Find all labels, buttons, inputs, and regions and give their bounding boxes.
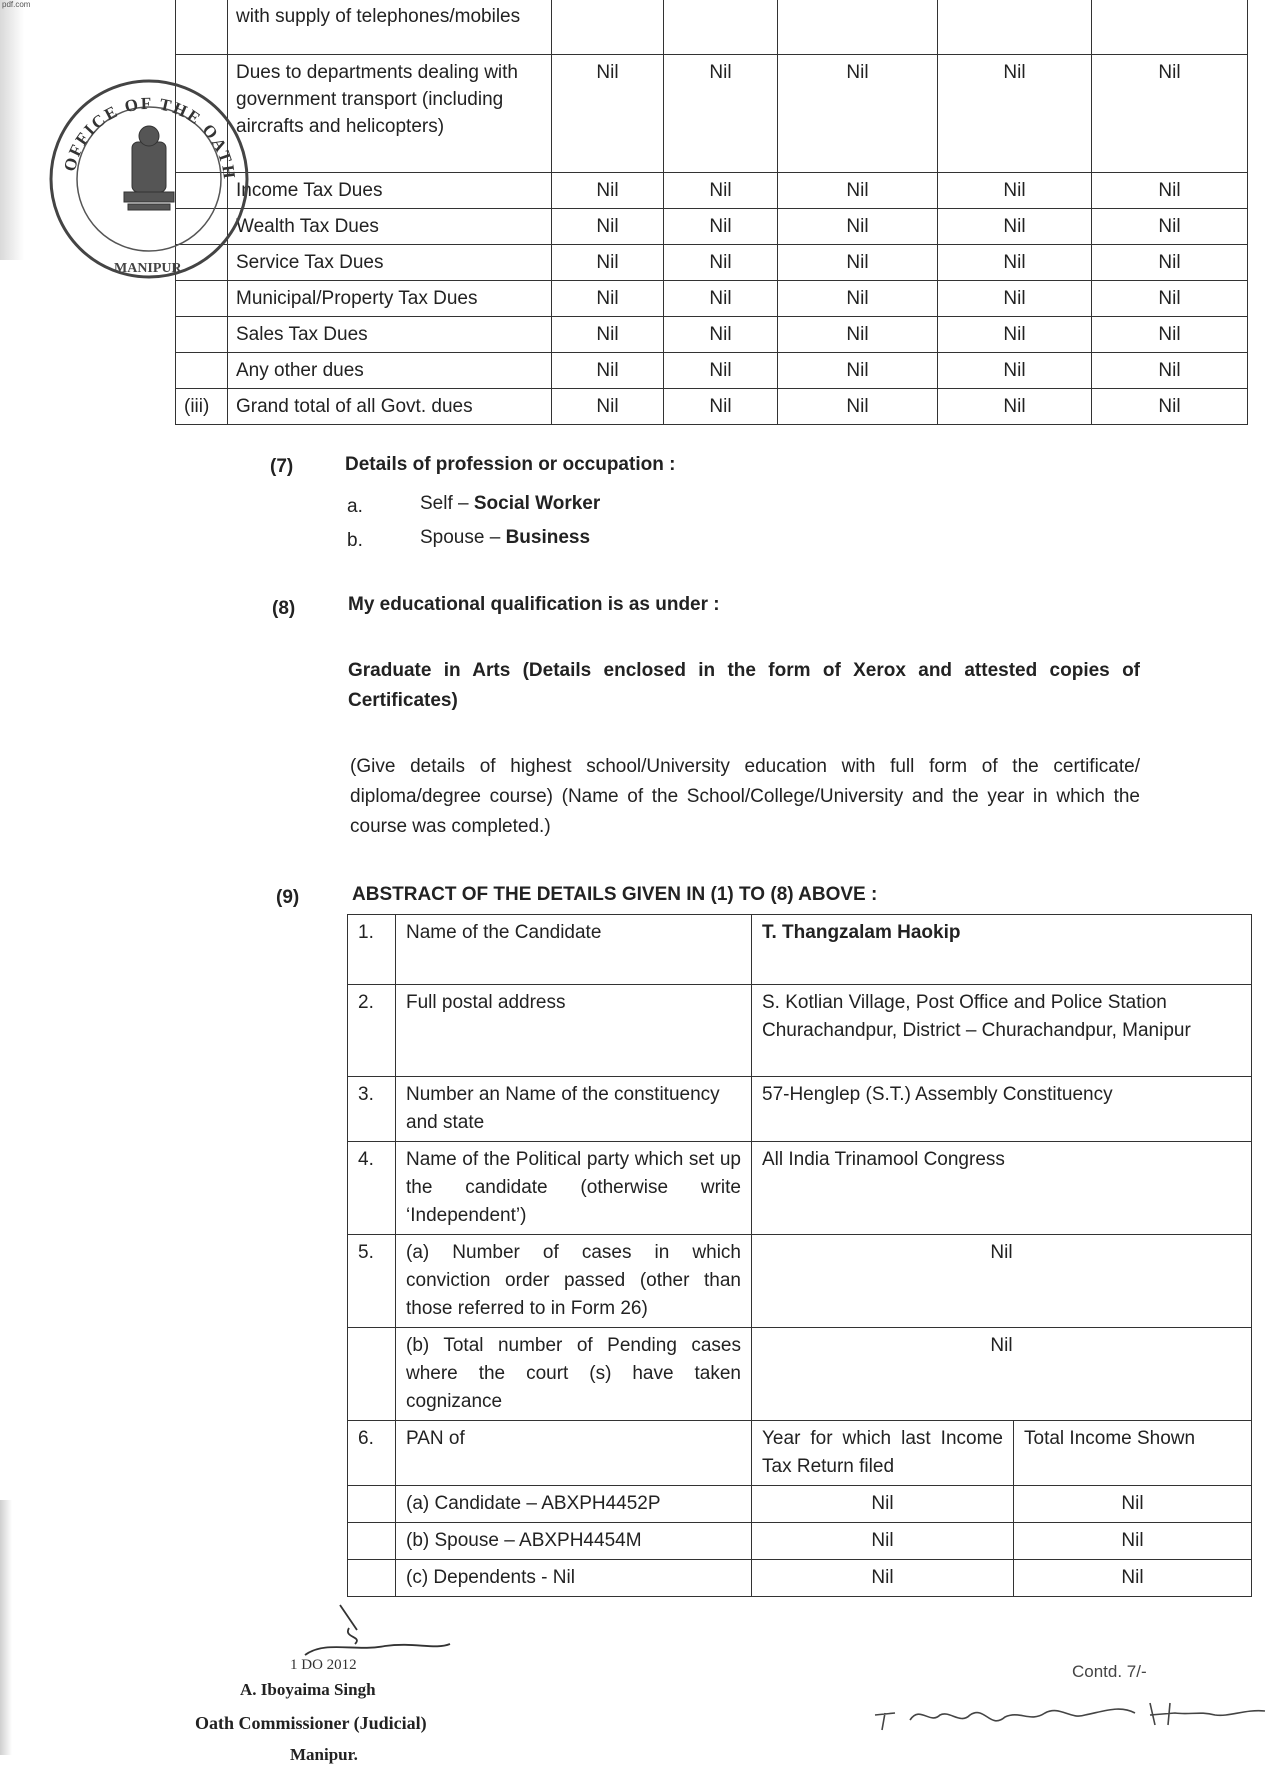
pan-year: Nil	[752, 1486, 1014, 1523]
row-number: 1.	[348, 915, 396, 985]
due-label: Grand total of all Govt. dues	[228, 389, 552, 425]
pan-label: (b) Spouse – ABXPH4454M	[396, 1523, 752, 1560]
due-value: Nil	[1092, 353, 1248, 389]
abstract-table	[347, 914, 1252, 1597]
due-value	[552, 0, 664, 55]
row-number	[348, 1486, 396, 1523]
svg-text:MANIPUR: MANIPUR	[114, 261, 182, 276]
scan-shadow	[0, 0, 24, 260]
due-value: Nil	[938, 281, 1092, 317]
due-value: Nil	[938, 353, 1092, 389]
due-value: Nil	[664, 389, 778, 425]
table-row	[348, 1077, 1252, 1142]
due-label: Any other dues	[228, 353, 552, 389]
due-label: Income Tax Dues	[228, 173, 552, 209]
pan-label: (a) Candidate – ABXPH4452P	[396, 1486, 752, 1523]
table-row	[348, 1142, 1252, 1235]
due-value	[938, 0, 1092, 55]
list-marker: a.	[347, 496, 363, 517]
govt-dues-table	[175, 0, 1248, 425]
table-row	[176, 389, 1248, 425]
due-value	[664, 0, 778, 55]
row-number: 2.	[348, 985, 396, 1077]
table-row	[176, 209, 1248, 245]
row-number	[348, 1523, 396, 1560]
column-header: Total Income Shown	[1014, 1421, 1252, 1486]
table-row	[348, 985, 1252, 1077]
section-heading: My educational qualification is as under :	[348, 594, 720, 615]
pan-income: Nil	[1014, 1486, 1252, 1523]
scan-shadow	[0, 1500, 12, 1755]
attester-title: Oath Commissioner (Judicial)	[195, 1713, 427, 1733]
table-row	[348, 1560, 1252, 1597]
due-value: Nil	[778, 245, 938, 281]
field-label: Full postal address	[396, 985, 752, 1077]
due-label: Dues to departments dealing with government transport (including aircrafts and helicopters)	[228, 55, 552, 173]
occupation-spouse	[420, 527, 590, 549]
row-number: 3.	[348, 1077, 396, 1142]
table-row	[176, 245, 1248, 281]
due-value: Nil	[552, 353, 664, 389]
section-number: (8)	[272, 598, 296, 619]
table-row	[176, 0, 1248, 55]
field-label: Name of the Candidate	[396, 915, 752, 985]
due-value: Nil	[938, 55, 1092, 173]
section-number: (9)	[276, 887, 300, 908]
pan-income: Nil	[1014, 1523, 1252, 1560]
continued-note: Contd. 7/-	[1072, 1662, 1147, 1681]
due-label: Wealth Tax Dues	[228, 209, 552, 245]
table-row	[176, 173, 1248, 209]
column-header: Year for which last Income Tax Return filed	[752, 1421, 1014, 1486]
pan-income: Nil	[1014, 1560, 1252, 1597]
table-row	[176, 353, 1248, 389]
field-label: (b) Total number of Pending cases where the court (s) have taken cognizance	[396, 1328, 752, 1421]
occupation-label: Spouse –	[420, 527, 506, 548]
due-label: Municipal/Property Tax Dues	[228, 281, 552, 317]
field-label: Name of the Political party which set up the candidate (otherwise write ‘Independent’)	[396, 1142, 752, 1235]
due-value: Nil	[1092, 55, 1248, 173]
svg-text:OFFICE OF THE OATH: OFFICE OF THE OATH	[60, 93, 240, 182]
field-value: S. Kotlian Village, Post Office and Police Station Churachandpur, District – Churachandpur, Manipur	[752, 985, 1252, 1077]
due-value	[1092, 0, 1248, 55]
corner-mark: pdf.com	[2, 0, 31, 9]
due-label: Sales Tax Dues	[228, 317, 552, 353]
due-value: Nil	[552, 209, 664, 245]
due-value: Nil	[664, 55, 778, 173]
field-value: 57-Henglep (S.T.) Assembly Constituency	[752, 1077, 1252, 1142]
due-value: Nil	[778, 55, 938, 173]
initial-date: 1 DO 2012	[290, 1657, 357, 1673]
section-heading: ABSTRACT OF THE DETAILS GIVEN IN (1) TO (8) ABOVE :	[352, 884, 878, 905]
row-number: 5.	[348, 1235, 396, 1328]
table-row	[348, 1421, 1252, 1486]
row-index	[176, 353, 228, 389]
list-marker: b.	[347, 530, 363, 551]
table-row	[348, 1523, 1252, 1560]
due-value: Nil	[664, 281, 778, 317]
field-label: (a) Number of cases in which conviction order passed (other than those referred to in Form 26)	[396, 1235, 752, 1328]
due-value: Nil	[938, 173, 1092, 209]
due-value: Nil	[938, 317, 1092, 353]
field-label: PAN of	[396, 1421, 752, 1486]
due-label: Service Tax Dues	[228, 245, 552, 281]
row-index	[176, 281, 228, 317]
due-value: Nil	[1092, 389, 1248, 425]
due-value: Nil	[664, 245, 778, 281]
pan-year: Nil	[752, 1523, 1014, 1560]
qualification-text: Graduate in Arts (Details enclosed in the form of Xerox and attested copies of Certificates)	[348, 660, 1140, 711]
due-value: Nil	[778, 353, 938, 389]
row-number	[348, 1328, 396, 1421]
row-index	[176, 0, 228, 55]
table-row	[348, 915, 1252, 985]
attester-place: Manipur.	[290, 1745, 358, 1764]
due-value: Nil	[664, 353, 778, 389]
row-index	[176, 317, 228, 353]
row-number: 4.	[348, 1142, 396, 1235]
occupation-value: Social Worker	[473, 493, 601, 514]
table-row	[176, 317, 1248, 353]
oath-commissioner-seal	[44, 74, 254, 284]
field-label: Number an Name of the constituency and state	[396, 1077, 752, 1142]
due-value: Nil	[938, 209, 1092, 245]
row-index: (iii)	[176, 389, 228, 425]
pan-label: (c) Dependents - Nil	[396, 1560, 752, 1597]
table-row	[348, 1328, 1252, 1421]
due-value: Nil	[1092, 245, 1248, 281]
qualification-note: (Give details of highest school/University education with full form of the certificate/ diploma/degree course) (Name of the School/College/University and the year in which the course was completed.)	[350, 756, 1140, 837]
due-value: Nil	[1092, 209, 1248, 245]
occupation-label: Self –	[420, 493, 474, 514]
field-value: All India Trinamool Congress	[752, 1142, 1252, 1235]
field-value: Nil	[752, 1235, 1252, 1328]
due-value: Nil	[552, 55, 664, 173]
due-value: Nil	[778, 281, 938, 317]
due-value: Nil	[552, 281, 664, 317]
occupation-self	[420, 493, 600, 515]
due-value: Nil	[778, 209, 938, 245]
due-value: Nil	[778, 317, 938, 353]
occupation-value: Business	[505, 527, 591, 548]
section-heading: Details of profession or occupation :	[345, 454, 676, 475]
attester-signature	[245, 1600, 475, 1660]
table-row	[348, 1235, 1252, 1328]
due-value: Nil	[938, 389, 1092, 425]
due-value: Nil	[778, 173, 938, 209]
due-value: Nil	[552, 173, 664, 209]
row-number	[348, 1560, 396, 1597]
table-row	[176, 281, 1248, 317]
due-value: Nil	[552, 389, 664, 425]
due-value	[778, 0, 938, 55]
pan-year: Nil	[752, 1560, 1014, 1597]
table-row	[176, 55, 1248, 173]
due-value: Nil	[552, 317, 664, 353]
due-value: Nil	[552, 245, 664, 281]
due-value: Nil	[664, 209, 778, 245]
due-value: Nil	[778, 389, 938, 425]
due-value: Nil	[938, 245, 1092, 281]
due-value: Nil	[664, 317, 778, 353]
field-value: Nil	[752, 1328, 1252, 1421]
attester-name: A. Iboyaima Singh	[240, 1680, 376, 1699]
due-label: with supply of telephones/mobiles	[228, 0, 552, 55]
field-value: T. Thangzalam Haokip	[752, 915, 1252, 985]
section-number: (7)	[270, 456, 294, 477]
row-number: 6.	[348, 1421, 396, 1486]
due-value: Nil	[1092, 317, 1248, 353]
due-value: Nil	[1092, 173, 1248, 209]
candidate-signature	[870, 1685, 1270, 1735]
table-row	[348, 1486, 1252, 1523]
due-value: Nil	[664, 173, 778, 209]
due-value: Nil	[1092, 281, 1248, 317]
